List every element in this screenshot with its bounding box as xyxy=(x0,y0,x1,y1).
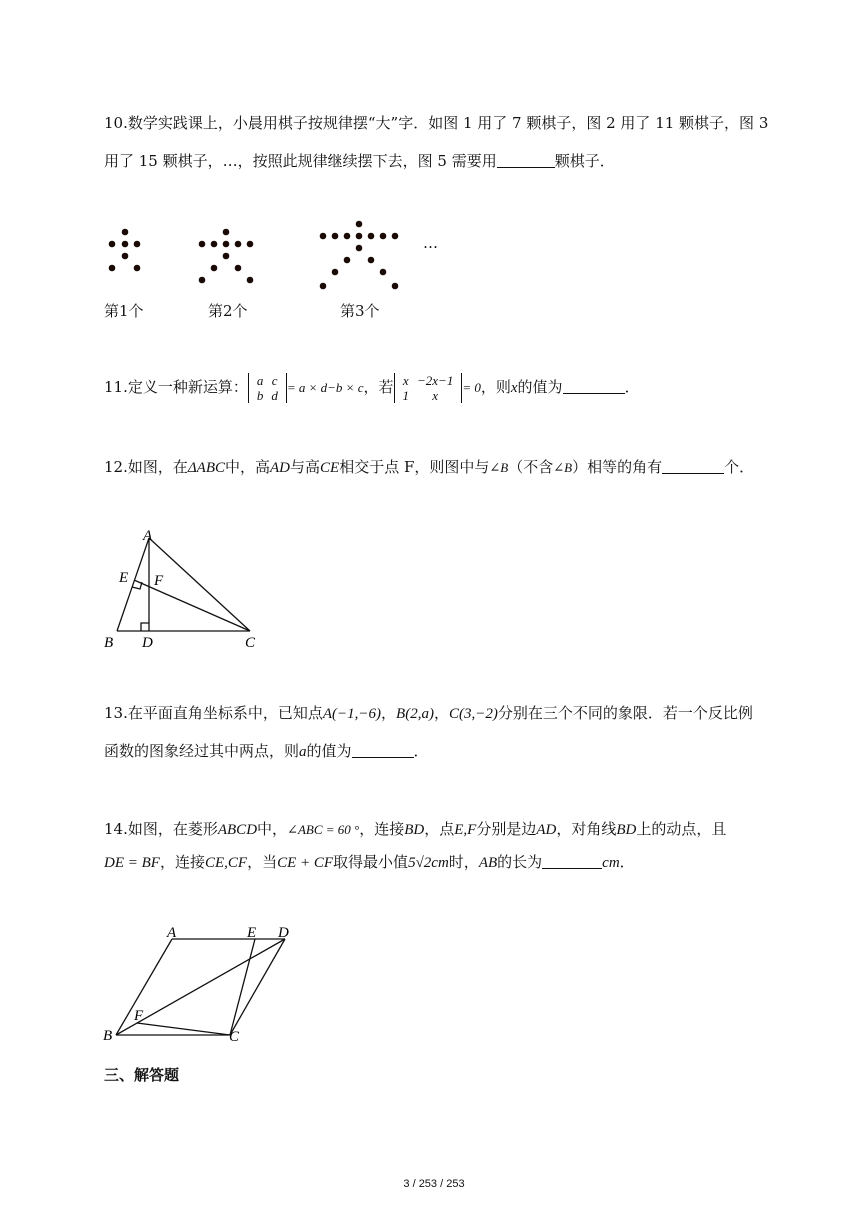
caption-figure-1: 第1个 xyxy=(104,302,144,320)
answer-blank-q13[interactable] xyxy=(352,741,414,758)
q10-line1: 10.数学实践课上，小晨用棋子按规律摆“大”字．如图 1 用了 7 颗棋子，图 2 用了 11 颗棋子，图 3 xyxy=(104,114,769,132)
figure-2-dots xyxy=(199,229,254,284)
answer-blank-q12[interactable] xyxy=(662,457,724,474)
determinant-equation: x −2x−1 1 x xyxy=(394,373,463,403)
label-E: E xyxy=(119,570,129,586)
label-F: F xyxy=(154,573,164,589)
q11-line: 11.定义一种新运算： a c b d = a × d−b × c，若 x −2x−1 1 x = 0，则x的值为 ． xyxy=(104,373,640,403)
figure-3-dots xyxy=(320,221,399,290)
label-C-rhombus: C xyxy=(229,1029,240,1045)
q14-line2: DE = BF，连接CE,CF，当CE + CF取得最小值5√2cm时，AB的长为 cm． xyxy=(104,853,635,871)
determinant-definition: a c b d xyxy=(248,373,287,403)
label-A: A xyxy=(143,528,153,544)
label-C: C xyxy=(245,635,256,651)
section-heading: 三、解答题 xyxy=(104,1066,180,1084)
triangle-abc-figure xyxy=(100,524,270,654)
chess-pattern-figures xyxy=(100,220,440,300)
figures-ellipsis: … xyxy=(423,234,438,252)
q13-line2: 函数的图象经过其中两点，则a的值为 ． xyxy=(104,742,429,760)
page-number: 3 / 253 / 253 xyxy=(403,1178,465,1190)
answer-blank-q14[interactable] xyxy=(542,852,602,869)
label-B-rhombus: B xyxy=(103,1028,113,1044)
label-B: B xyxy=(104,635,114,651)
q12-line: 12.如图，在ΔABC中，高AD与高CE相交于点 F，则图中与∠B（不含∠B）相等的角有 个． xyxy=(104,458,755,476)
q10-line2: 用了 15 颗棋子，…，按照此规律继续摆下去，图 5 需要用 颗棋子． xyxy=(104,152,615,170)
figure-1-dots xyxy=(109,229,141,272)
rhombus-abcd-figure xyxy=(100,920,300,1050)
answer-blank-q11[interactable] xyxy=(563,377,625,394)
label-E-rhombus: E xyxy=(247,925,257,941)
label-D: D xyxy=(142,635,153,651)
q14-line1: 14.如图，在菱形ABCD中，∠ABC = 60 °，连接BD，点E,F分别是边AD，对角线BD上的动点，且 xyxy=(104,820,727,838)
answer-blank-q10[interactable] xyxy=(497,151,555,168)
label-F-rhombus: F xyxy=(134,1008,144,1024)
label-D-rhombus: D xyxy=(278,925,289,941)
label-A-rhombus: A xyxy=(167,925,177,941)
caption-figure-3: 第3个 xyxy=(340,302,380,320)
q13-line1: 13.在平面直角坐标系中，已知点A(−1,−6)，B(2,a)，C(3,−2)分别在三个不同的象限．若一个反比例 xyxy=(104,704,753,722)
caption-figure-2: 第2个 xyxy=(208,302,248,320)
